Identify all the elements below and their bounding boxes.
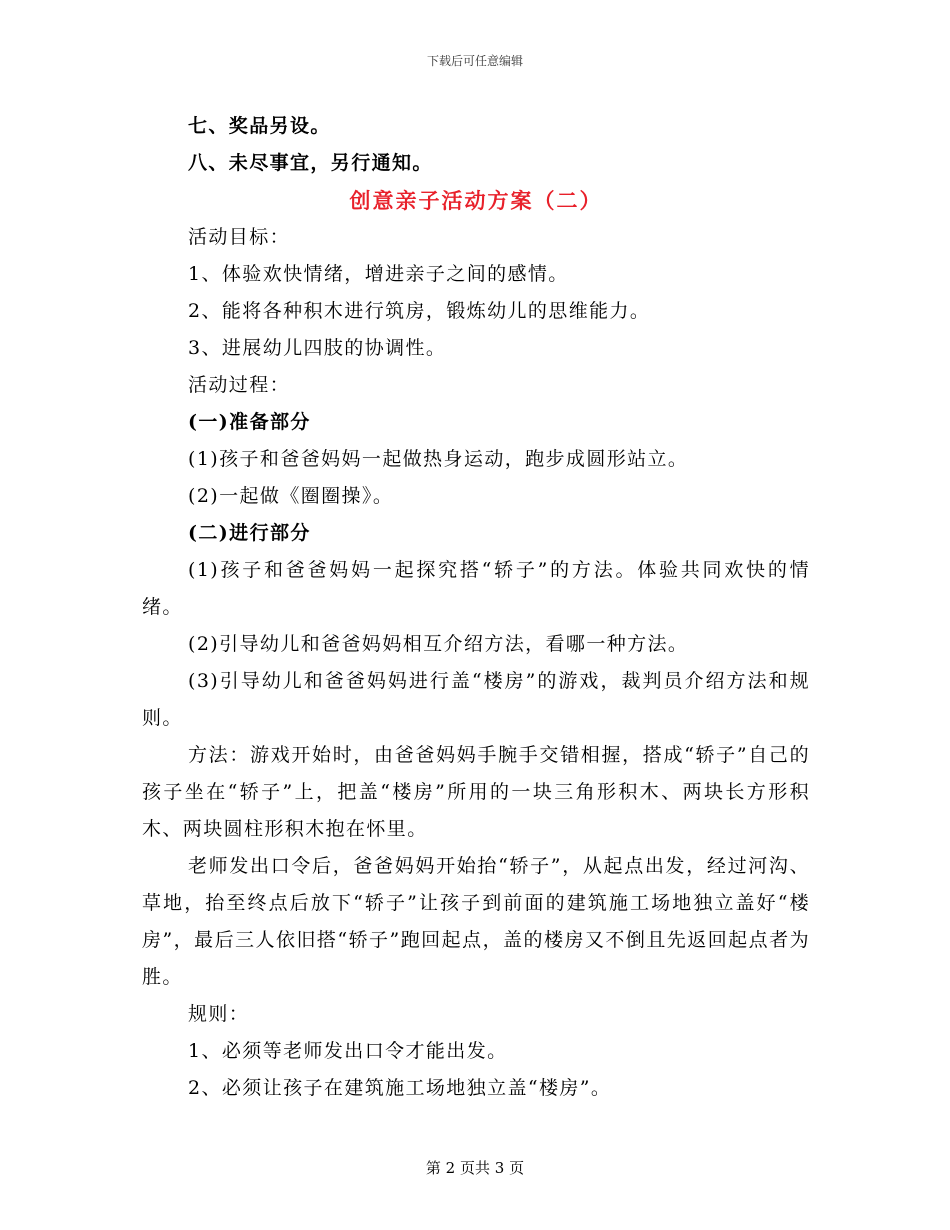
goals-heading: 活动目标： — [188, 226, 291, 248]
method-paragraph: 方法：游戏开始时，由爸爸妈妈手腕手交错相握，搭成“轿子”自己的孩子坐在“轿子”上，把盖“楼房”所用的一块三角形积木、两块长方形积木、两块圆柱形积木抱在怀里。 — [142, 744, 810, 840]
run-section-heading: (二)进行部分 — [188, 522, 311, 544]
prep-step-2: (2)一起做《圈圈操》。 — [188, 485, 394, 507]
run-step-2: (2)引导幼儿和爸爸妈妈相互介绍方法，看哪一种方法。 — [188, 633, 689, 655]
page-footer: 第 2 页共 3 页 — [425, 1159, 525, 1177]
rule-item-2: 2、必须让孩子在建筑施工场地独立盖“楼房”。 — [188, 1077, 612, 1099]
process-heading: 活动过程： — [188, 374, 291, 396]
goal-item-1: 1、体验欢快情绪，增进亲子之间的感情。 — [188, 263, 569, 285]
prep-step-1: (1)孩子和爸爸妈妈一起做热身运动，跑步成圆形站立。 — [188, 448, 689, 470]
rules-heading: 规则： — [188, 1003, 250, 1025]
document-body — [142, 108, 810, 1107]
document-title: 创意亲子活动方案（二） — [349, 188, 603, 213]
run-step-1: (1)孩子和爸爸妈妈一起探究搭“轿子”的方法。体验共同欢快的情绪。 — [142, 559, 810, 618]
item-seven: 七、奖品另设。 — [188, 115, 331, 137]
prep-section-heading: (一)准备部分 — [188, 411, 311, 433]
page-header: 下载后可任意编辑 — [426, 54, 523, 68]
procedure-paragraph: 老师发出口令后，爸爸妈妈开始抬“轿子”，从起点出发，经过河沟、草地，抬至终点后放下“轿子”让孩子到前面的建筑施工场地独立盖好“楼房”，最后三人依旧搭“轿子”跑回起点，盖的楼房又不倒且先返回起点者为胜。 — [142, 855, 810, 988]
rule-item-1: 1、必须等老师发出口令才能出发。 — [188, 1040, 508, 1062]
goal-item-2: 2、能将各种积木进行筑房，锻炼幼儿的思维能力。 — [188, 300, 651, 322]
goal-item-3: 3、进展幼儿四肢的协调性。 — [188, 337, 447, 359]
item-eight: 八、未尽事宜，另行通知。 — [188, 152, 433, 174]
run-step-3: (3)引导幼儿和爸爸妈妈进行盖“楼房”的游戏，裁判员介绍方法和规则。 — [142, 670, 810, 729]
